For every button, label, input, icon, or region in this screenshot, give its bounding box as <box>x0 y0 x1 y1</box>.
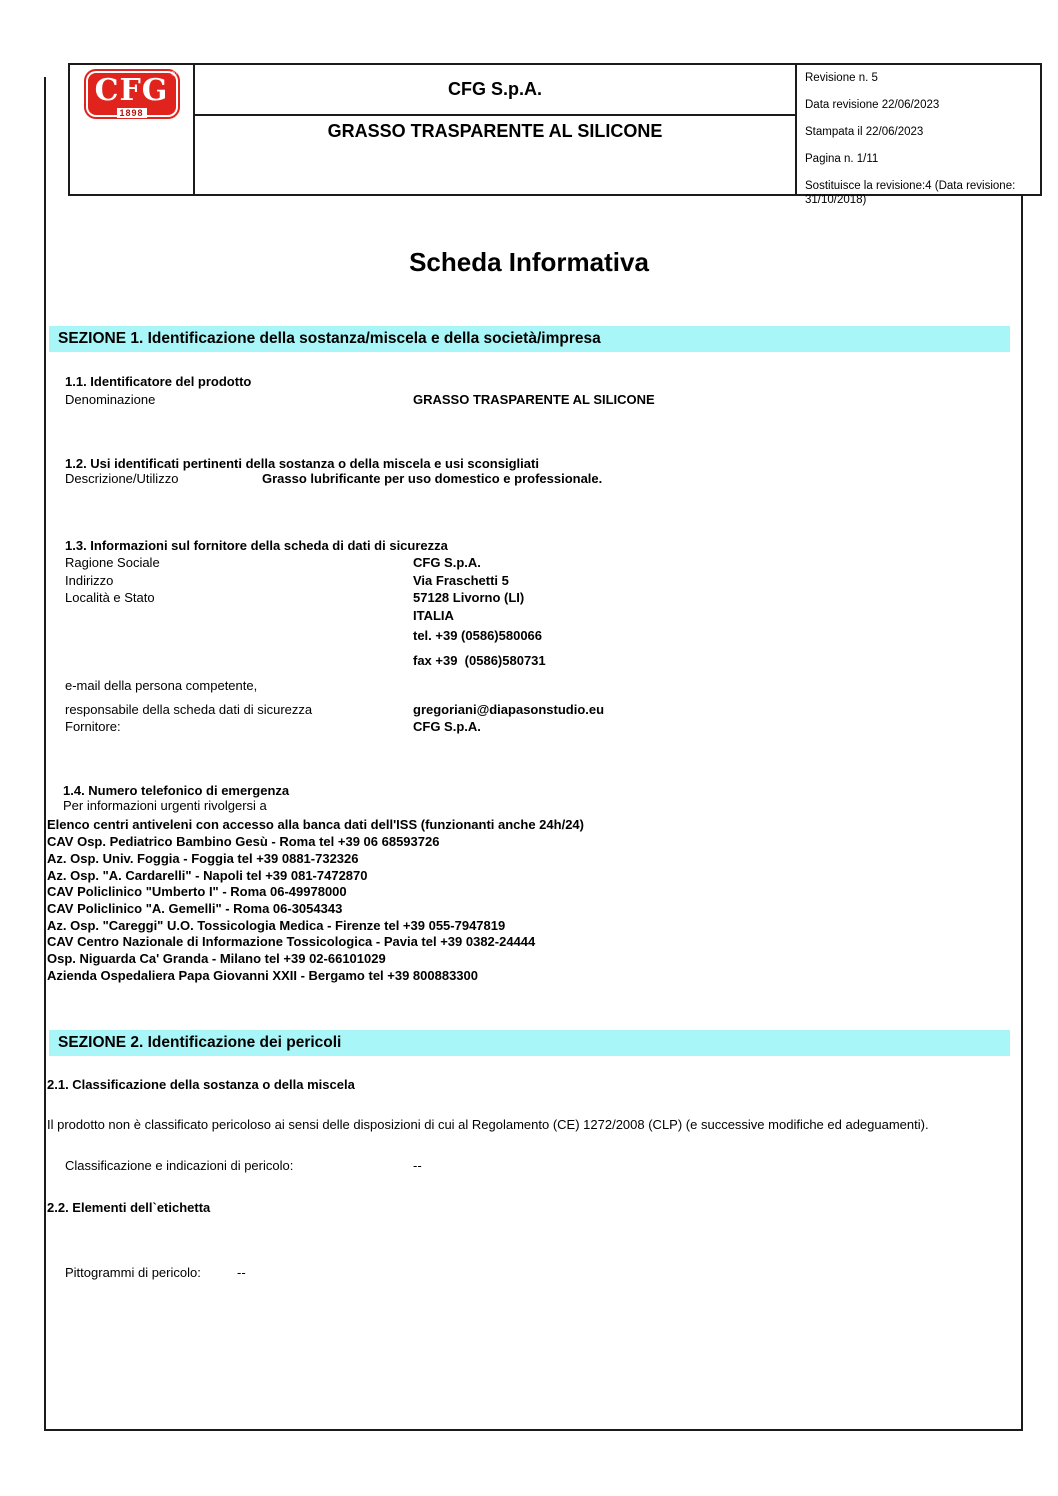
emergency-intro: Per informazioni urgenti rivolgersi a <box>63 798 267 813</box>
emergency-list-item: Az. Osp. Univ. Foggia - Foggia tel +39 0881-732326 <box>47 851 359 866</box>
subsection-1-1-title: 1.1. Identificatore del prodotto <box>65 374 252 389</box>
page-frame <box>44 73 1023 1431</box>
indirizzo-label: Indirizzo <box>65 573 114 588</box>
denominazione-value: GRASSO TRASPARENTE AL SILICONE <box>413 392 655 407</box>
subsection-2-1-title: 2.1. Classificazione della sostanza o della miscela <box>47 1077 355 1092</box>
email-value: gregoriani@diapasonstudio.eu <box>413 702 605 717</box>
revision-date: Data revisione 22/06/2023 <box>805 99 940 111</box>
pittogrammi-value: -- <box>237 1265 246 1280</box>
replaces-revision: Sostituisce la revisione:4 (Data revisione: 31/10/2018) <box>805 180 1016 206</box>
localita-value: 57128 Livorno (LI) <box>413 590 525 605</box>
subsection-2-2-title: 2.2. Elementi dell`etichetta <box>47 1200 211 1215</box>
localita-label: Località e Stato <box>65 590 155 605</box>
subsection-1-4-title: 1.4. Numero telefonico di emergenza <box>63 783 290 798</box>
classification-statement: Il prodotto non è classificato pericoloso ai sensi delle disposizioni di cui al Regolamento (CE) 1272/2008 (CLP) (e successive modifiche ed adeguamenti). <box>47 1117 929 1132</box>
nazione-value: ITALIA <box>413 608 454 623</box>
revision-info <box>797 65 1040 206</box>
emergency-list-item: Azienda Ospedaliera Papa Giovanni XXII - Bergamo tel +39 800883300 <box>47 968 478 983</box>
emergency-list-item: CAV Policlinico "Umberto I" - Roma 06-49978000 <box>47 884 347 899</box>
emergency-list-item: CAV Policlinico "A. Gemelli" - Roma 06-3054343 <box>47 901 343 916</box>
emergency-list-item: CAV Osp. Pediatrico Bambino Gesù - Roma tel +39 06 68593726 <box>47 834 440 849</box>
classificazione-label: Classificazione e indicazioni di pericolo: <box>65 1158 294 1173</box>
registered-mark-icon: ® <box>171 71 177 78</box>
ragione-sociale-value: CFG S.p.A. <box>413 555 481 570</box>
company-name: CFG S.p.A. <box>195 65 795 116</box>
fornitore-label: Fornitore: <box>65 719 121 734</box>
pittogrammi-label: Pittogrammi di pericolo: <box>65 1265 201 1280</box>
emergency-list-item: Az. Osp. "Careggi" U.O. Tossicologia Medica - Firenze tel +39 055-7947819 <box>47 918 506 933</box>
header-logo-cell <box>70 65 195 194</box>
cfg-logo <box>84 69 180 119</box>
revision-number: Revisione n. 5 <box>805 72 878 84</box>
email-label-line1: e-mail della persona competente, <box>65 678 258 693</box>
cfg-logo-year: 1898 <box>116 108 146 118</box>
header-table <box>68 63 1042 206</box>
cfg-logo-text: CFG <box>94 73 169 108</box>
telefono-value: tel. +39 (0586)580066 <box>413 628 543 643</box>
emergency-list-item: Az. Osp. "A. Cardarelli" - Napoli tel +39 081-7472870 <box>47 868 368 883</box>
denominazione-label: Denominazione <box>65 392 156 407</box>
section1-header: SEZIONE 1. Identificazione della sostanza/miscela e della società/impresa <box>49 326 1010 352</box>
ragione-sociale-label: Ragione Sociale <box>65 555 160 570</box>
emergency-list-item: CAV Centro Nazionale di Informazione Tossicologica - Pavia tel +39 0382-24444 <box>47 934 536 949</box>
page-number: Pagina n. 1/11 <box>805 153 879 165</box>
header-title-cell <box>195 65 797 194</box>
print-date: Stampata il 22/06/2023 <box>805 126 924 138</box>
indirizzo-value: Via Fraschetti 5 <box>413 573 509 588</box>
descrizione-label: Descrizione/Utilizzo <box>65 471 179 486</box>
subsection-1-3-title: 1.3. Informazioni sul fornitore della scheda di dati di sicurezza <box>65 538 448 553</box>
fornitore-value: CFG S.p.A. <box>413 719 481 734</box>
emergency-list-item: Elenco centri antiveleni con accesso alla banca dati dell'ISS (funzionanti anche 24h/24) <box>47 817 584 832</box>
emergency-list-item: Osp. Niguarda Ca' Granda - Milano tel +39 02-66101029 <box>47 951 386 966</box>
fax-value: fax +39 (0586)580731 <box>413 653 546 668</box>
email-label-line2: responsabile della scheda dati di sicurezza <box>65 702 313 717</box>
section2-header: SEZIONE 2. Identificazione dei pericoli <box>49 1030 1010 1056</box>
classificazione-value: -- <box>413 1158 422 1173</box>
document-title: Scheda Informativa <box>409 247 649 277</box>
descrizione-value: Grasso lubrificante per uso domestico e professionale. <box>262 471 603 486</box>
product-name: GRASSO TRASPARENTE AL SILICONE <box>327 121 663 141</box>
subsection-1-2-title: 1.2. Usi identificati pertinenti della sostanza o della miscela e usi sconsigliati <box>65 456 539 471</box>
